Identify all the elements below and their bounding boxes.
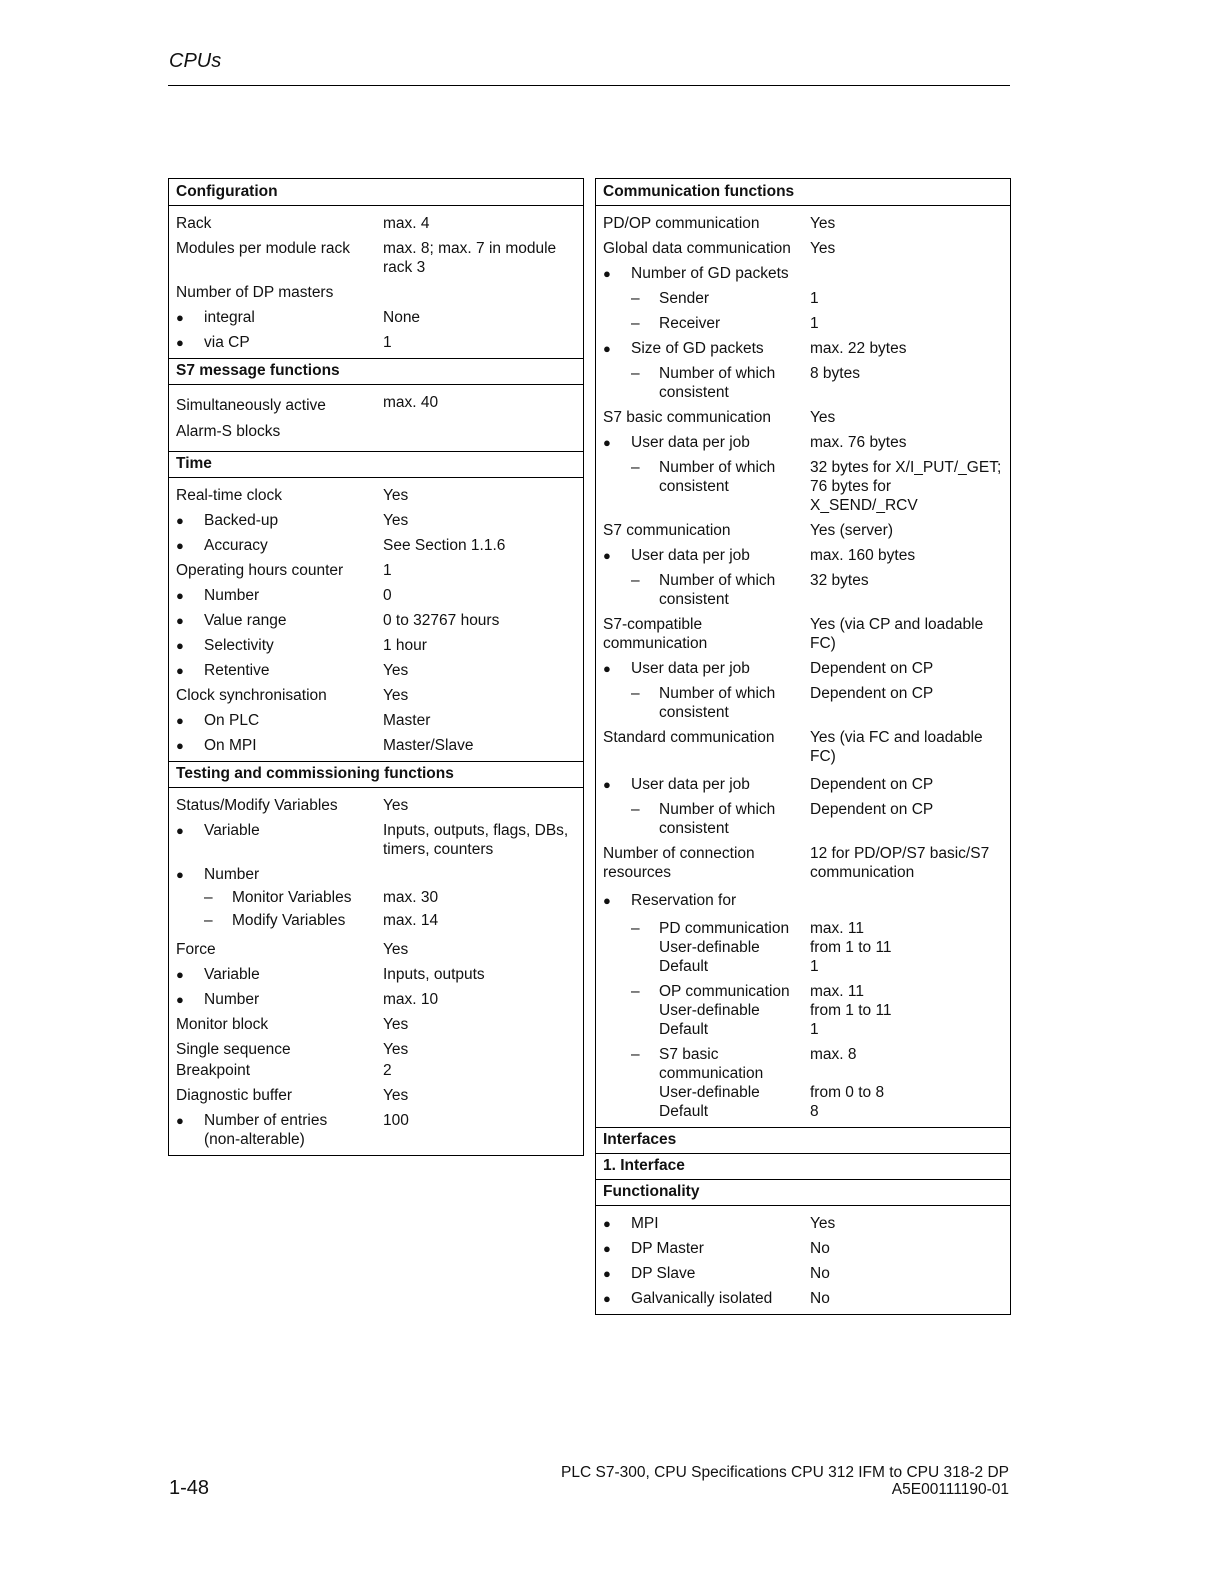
bullet-icon: ● [176,992,184,1007]
dash-icon: – [631,572,640,589]
section-interface-1: 1. Interface [596,1154,1010,1180]
bullet-icon: ● [176,588,184,603]
bullet-icon: ● [176,1113,184,1128]
spec-row: ● Number 0 [176,587,392,604]
bullet-icon: ● [176,513,184,528]
bullet-icon: ● [176,713,184,728]
spec-row: ● User data per job max. 160 bytes [603,547,916,564]
bullet-icon: ● [176,967,184,982]
spec-row: ● Accuracy See Section 1.1.6 [176,537,506,554]
dash-icon: – [631,983,640,1000]
dash-icon: – [631,290,640,307]
spec-row: ● On PLC Master [176,712,431,729]
spec-row: ● Selectivity 1 hour [176,637,427,654]
dash-icon: – [631,1046,640,1063]
bullet-icon: ● [603,777,611,792]
left-spec-table [168,178,584,1156]
bullet-icon: ● [603,435,611,450]
dash-icon: – [631,459,640,476]
footer-doc-code: A5E00111190-01 [891,1481,1009,1498]
spec-row: – Modify Variables max. 14 [204,912,439,929]
spec-row: ● On MPI Master/Slave [176,737,474,754]
spec-row: ● Size of GD packets max. 22 bytes [603,340,907,357]
spec-row: ● Variable Inputs, outputs [176,966,485,983]
bullet-icon: ● [603,1241,611,1256]
bullet-icon: ● [176,738,184,753]
spec-row: ● integral None [176,309,421,326]
spec-row: Number of connection resources 12 for PD/OP/S7 basic/S7 communication [603,845,990,881]
bullet-icon: ● [176,663,184,678]
spec-row: Number of DP masters [176,284,334,301]
group-communication [596,206,1010,1128]
right-spec-table [595,178,1011,1315]
dash-icon: – [631,685,640,702]
section-communication: Communication functions [596,179,1010,206]
spec-row: ● Number max. 10 [176,991,439,1008]
bullet-icon: ● [603,266,611,281]
bullet-icon: ● [603,661,611,676]
header-rule [168,85,1010,86]
spec-row: Modules per module rack max. 8; max. 7 in module rack 3 [176,240,557,276]
group-functionality [596,1206,1010,1314]
spec-row: S7-compatible communication Yes (via CP and loadable FC) [603,616,984,652]
spec-row: ● Reservation for [603,892,737,909]
page-header-title: CPUs [169,50,222,72]
spec-row: Force Yes [176,941,409,958]
spec-row: Simultaneously active Alarm-S blocks max. 40 [176,394,439,440]
spec-row: – Receiver 1 [631,315,819,332]
spec-row: – Monitor Variables max. 30 [204,889,439,906]
spec-row: ● Number of entries (non-alterable) 100 [176,1112,409,1148]
spec-row: Single sequence Yes [176,1041,409,1058]
spec-row: – Number of which consistent 32 bytes for X/I_PUT/_GET; 76 bytes for X_SEND/_RCV [631,459,1002,514]
section-s7-message: S7 message functions [169,359,583,385]
dash-icon: – [631,920,640,937]
spec-row: Rack max. 4 [176,215,430,232]
group-time [169,478,583,762]
bullet-icon: ● [603,1266,611,1281]
bullet-icon: ● [176,613,184,628]
spec-row: PD/OP communication Yes [603,215,836,232]
spec-row: ● DP Slave No [603,1265,830,1282]
spec-row: Clock synchronisation Yes [176,687,409,704]
dash-icon: – [631,315,640,332]
spec-row: Real-time clock Yes [176,487,409,504]
dash-icon: – [204,912,213,929]
bullet-icon: ● [603,1216,611,1231]
spec-row: Diagnostic buffer Yes [176,1087,409,1104]
spec-row: ● DP Master No [603,1240,830,1257]
spec-row: – S7 basic communication User-definable Default max. 8 from 0 to 8 8 [631,1046,885,1120]
spec-row: S7 basic communication Yes [603,409,836,426]
spec-row: ● Number of GD packets [603,265,789,282]
spec-row: Standard communication Yes (via FC and loadable FC) [603,729,983,765]
footer-doc-title: PLC S7-300, CPU Specifications CPU 312 IFM to CPU 318-2 DP [561,1464,1009,1481]
bullet-icon: ● [176,823,184,838]
spec-row: – Sender 1 [631,290,819,307]
section-time: Time [169,452,583,478]
spec-row: Operating hours counter 1 [176,562,392,579]
spec-row: ● Retentive Yes [176,662,409,679]
spec-row: ● Value range 0 to 32767 hours [176,612,500,629]
bullet-icon: ● [603,1291,611,1306]
section-testing: Testing and commissioning functions [169,762,583,788]
spec-row: ● Backed-up Yes [176,512,409,529]
group-s7-message [169,385,583,452]
section-functionality: Functionality [596,1180,1010,1206]
spec-row: ● Variable Inputs, outputs, flags, DBs, timers, counters [176,822,569,858]
bullet-icon: ● [176,638,184,653]
spec-row: – Number of which consistent 8 bytes [631,365,860,401]
spec-row: – Number of which consistent 32 bytes [631,572,869,608]
spec-row: Monitor block Yes [176,1016,409,1033]
dash-icon: – [631,365,640,382]
bullet-icon: ● [176,867,184,882]
spec-row: – PD communication User-definable Default max. 11 from 1 to 11 1 [631,920,892,975]
group-configuration [169,206,583,359]
spec-row: – Number of which consistent Dependent on CP [631,685,934,721]
group-testing [169,788,583,1155]
dash-icon: – [631,801,640,818]
page-number: 1-48 [169,1477,210,1499]
section-interfaces: Interfaces [596,1127,1010,1154]
bullet-icon: ● [176,538,184,553]
spec-row: ● User data per job Dependent on CP [603,776,934,793]
spec-row: S7 communication Yes (server) [603,522,893,539]
spec-row: ● User data per job Dependent on CP [603,660,934,677]
footer-doc-info [561,1464,1009,1498]
bullet-icon: ● [603,548,611,563]
spec-row: ● Galvanically isolated No [603,1290,830,1307]
spec-row: ● Number [176,866,260,883]
spec-row: Global data communication Yes [603,240,836,257]
bullet-icon: ● [603,893,611,908]
bullet-icon: ● [176,310,184,325]
dash-icon: – [204,889,213,906]
spec-row: ● via CP 1 [176,334,392,351]
spec-row: ● MPI Yes [603,1215,836,1232]
spec-row: – Number of which consistent Dependent on CP [631,801,934,837]
spec-row: ● User data per job max. 76 bytes [603,434,907,451]
bullet-icon: ● [603,341,611,356]
spec-row: Breakpoint 2 [176,1062,392,1079]
spec-row: Status/Modify Variables Yes [176,797,409,814]
bullet-icon: ● [176,335,184,350]
spec-row: – OP communication User-definable Default max. 11 from 1 to 11 1 [631,983,892,1038]
section-configuration: Configuration [169,179,583,206]
